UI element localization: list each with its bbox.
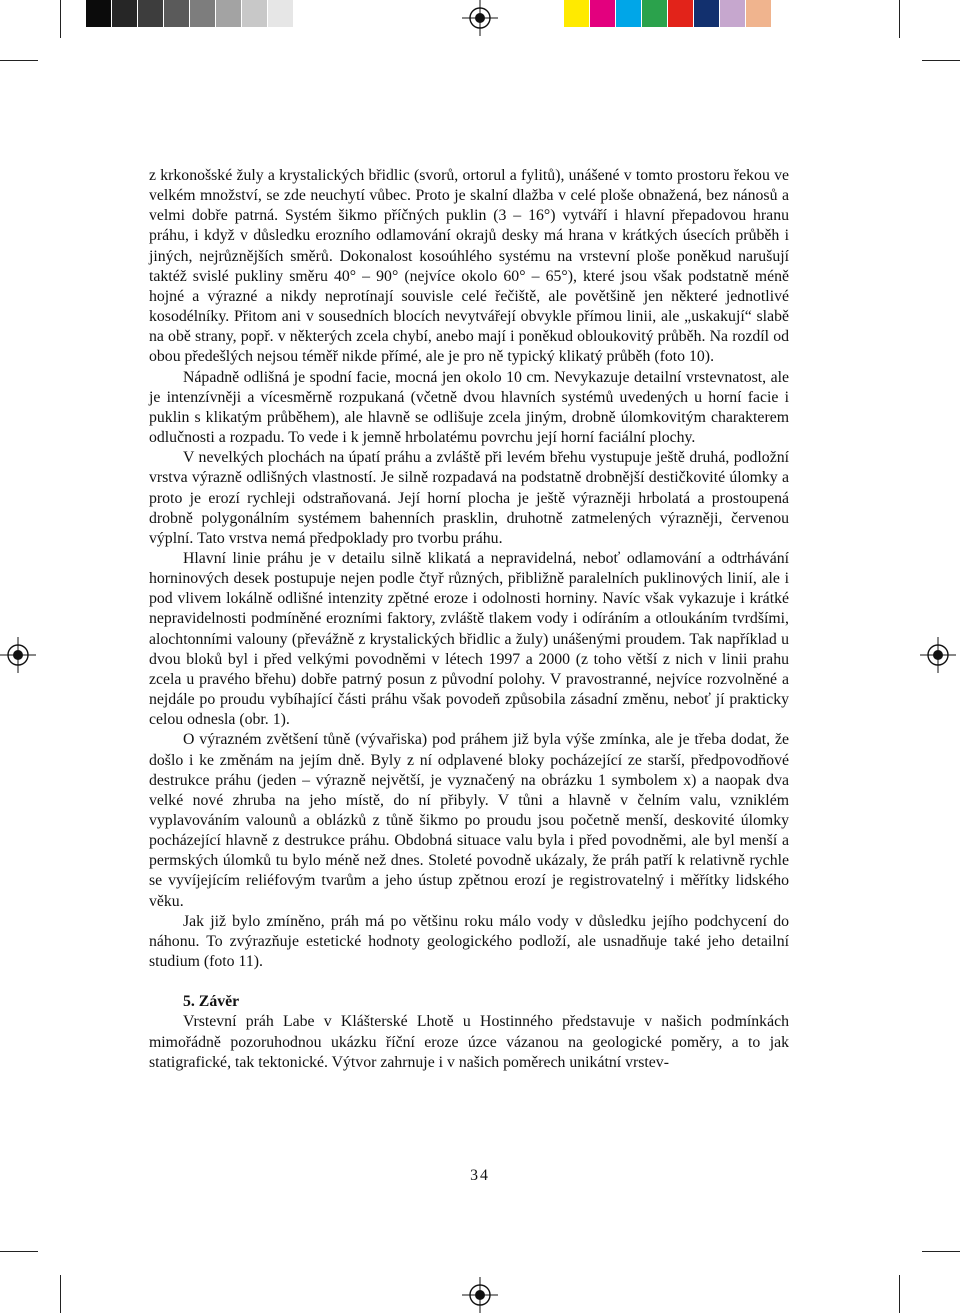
- registration-mark-bottom-icon: [462, 1277, 498, 1313]
- paragraph-5: O výrazném zvětšení tůně (vývařiska) pod práhem již byla výše zmínka, ale je třeba dodat, že došlo i ke změnám na jejím dně. Byly z ní odplavené bloky pocházející ze starší, předpovodňové destrukce práhu (jeden – výrazně největší, je vyznačený na obrázku 1 symbolem x) a naopak dva velké nové zhruba na jeho místě, do ní přibyly. V tůni a hlavně v čelním valu, vzniklém vyplavováním valounů a oblázků z tůně šikmo po proudu jsou početně menší, deskovité úlomky pocházející hlavně z destrukce práhu. Obdobná situace valu byla i před povodněmi, ale byl menší a permských úlomků tu bylo méně než dnes. Stoleté povodně ukázaly, že práh patří k relativně rychle se vyvíjejícím reliéfovým tvarům a jeho ústup zpětnou erozí je registrovatelný i měřítky lidského věku.: [149, 731, 789, 910]
- crop-mark-bottom-right: [922, 1251, 960, 1252]
- gray-swatch: [138, 0, 164, 27]
- color-swatch: [720, 0, 746, 27]
- crop-mark-bottom-left: [0, 1251, 38, 1252]
- color-swatch: [564, 0, 590, 27]
- gray-swatch: [216, 0, 242, 27]
- crop-mark-bottom-left: [60, 1275, 61, 1313]
- section-heading: 5. Závěr: [183, 993, 240, 1011]
- color-calibration-bar: [564, 0, 772, 27]
- page-number: 34: [470, 1167, 490, 1184]
- paragraph-2: Nápadně odlišná je spodní facie, mocná jen okolo 10 cm. Nevykazuje detailní vrstevnatost, ale je intenzívněji a vícesměrně rozpukaná (včetně dvou hlavních systémů uvedených u horní facie i puklin s klikatým průběhem), ale hlavně se odlišuje zcela jiným, drobně úlomkovitým charakterem odlučnosti a rozpadu. To vede i k jemně hrbolatému povrchu její horní faciální plochy.: [149, 368, 789, 447]
- color-swatch: [694, 0, 720, 27]
- paragraph-6: Jak již bylo zmíněno, práh má po většinu roku málo vody v důsledku jejího podchycení do náhonu. To zvýrazňuje estetické hodnoty geologického podloží, ale usnadňuje také jeho detailní studium (foto 11).: [149, 912, 789, 971]
- registration-mark-left-icon: [0, 637, 36, 673]
- gray-swatch: [164, 0, 190, 27]
- section-paragraph: Vrstevní práh Labe v Klášterské Lhotě u Hostinného představuje v našich podmínkách mimořádně pozoruhodnou ukázku říční eroze úzce vázanou na geologické poměry, a to jak statigrafické, tak tektonické. Výtvor zahrnuje i v našich poměrech unikátní vrstev-: [149, 1013, 789, 1071]
- paragraph-4: Hlavní linie práhu je v detailu silně klikatá a nepravidelná, neboť odlamování a odtrhávání horninových desek postupuje nejen podle čtyř různých, přibližně paralelních puklinových linií, ale i pod vlivem lokálně odlišné intenzity zpětné eroze i odolnosti horniny. Navíc však vykazuje i krátké nepravidelnosti podmíněné erozními faktory, zvláště tlakem vody i odíráním a otloukáním tvrdšími, alochtonními valouny (převážně z krystalických břidlic a žuly) unášenými proudem. Tak například u dvou bloků byl i před velkými povodněmi v létech 1997 a 2000 (z toho větší z nich v linii prahu zcela u pravého břehu) dobře patrný posun z původní polohy. V pravostranné, nejvíce rozvolněné a nejdále po proudu vybíhající části práhu však povodeň způsobila zásadní změnu, neboť jí prakticky celou odnesla (obr. 1).: [149, 549, 789, 729]
- gray-swatch: [86, 0, 112, 27]
- paragraph-1: z krkonošské žuly a krystalických břidlic (svorů, ortorul a fylitů), unášené v tomto prostoru řekou ve velkém množství, se zde neuchytí vůbec. Proto je skalní dlažba v celé ploše obnažená, bez nánosů a velmi dobře patrná. Systém šikmo příčných puklin (3 – 16°) vytváří i hlavní přepadovou hranu práhu, i když v důsledku erozního odlamování okrajů desky má hrana v krátkých úsecích průběh i jiných, nejrůznějších směrů. Dokonalost kosoúhlého systému na vrstevní ploše poněkud narušují taktéž svislé pukliny směru 40° – 90° (nejvíce okolo 60° – 65°), které jsou však podstatně méně hojné a výrazné a nikdy neprotínají souvisle celé řečiště, ale povětšině jen některé jednotlivé kosodélníky. Přitom ani v sousedních blocích nevytvářejí obvykle přímou linii, ale „uskakují“ slabě na obě strany, popř. v některých zcela chybí, anebo mají i poněkud obloukovitý průběh. Na rozdíl od obou předešlých nejsou téměř nikde přímé, ale je pro ně typický klikatý průběh (foto 10).: [149, 167, 789, 366]
- color-swatch: [590, 0, 616, 27]
- color-swatch: [668, 0, 694, 27]
- paragraph-3: V nevelkých plochách na úpatí práhu a zvláště při levém břehu vystupuje ještě druhá, podložní vrstva výrazně odlišných vlastností. Je silně rozpadavá na podstatně drobnější destičkovité úlomky a proto je erozí rychleji odstraňovaná. Její horní plocha je ještě výrazněji hrbolatá a prostoupená drobně polygonálním systémem bahenních prasklin, druhotně zatmelených výrazněji, červenou výplní. Tato vrstva nemá předpoklady pro tvorbu práhu.: [149, 449, 789, 547]
- crop-mark-bottom-right: [899, 1275, 900, 1313]
- gray-swatch: [268, 0, 294, 27]
- gray-swatch: [190, 0, 216, 27]
- color-swatch: [746, 0, 772, 27]
- color-swatch: [642, 0, 668, 27]
- crop-mark-top-right: [899, 0, 900, 38]
- registration-mark-right-icon: [920, 637, 956, 673]
- grayscale-calibration-bar: [86, 0, 294, 27]
- registration-mark-top-icon: [462, 0, 498, 36]
- article-body: [149, 166, 789, 1073]
- crop-mark-top-right: [922, 60, 960, 61]
- color-swatch: [616, 0, 642, 27]
- crop-mark-top-left: [60, 0, 61, 38]
- gray-swatch: [242, 0, 268, 27]
- crop-mark-top-left: [0, 60, 38, 61]
- gray-swatch: [112, 0, 138, 27]
